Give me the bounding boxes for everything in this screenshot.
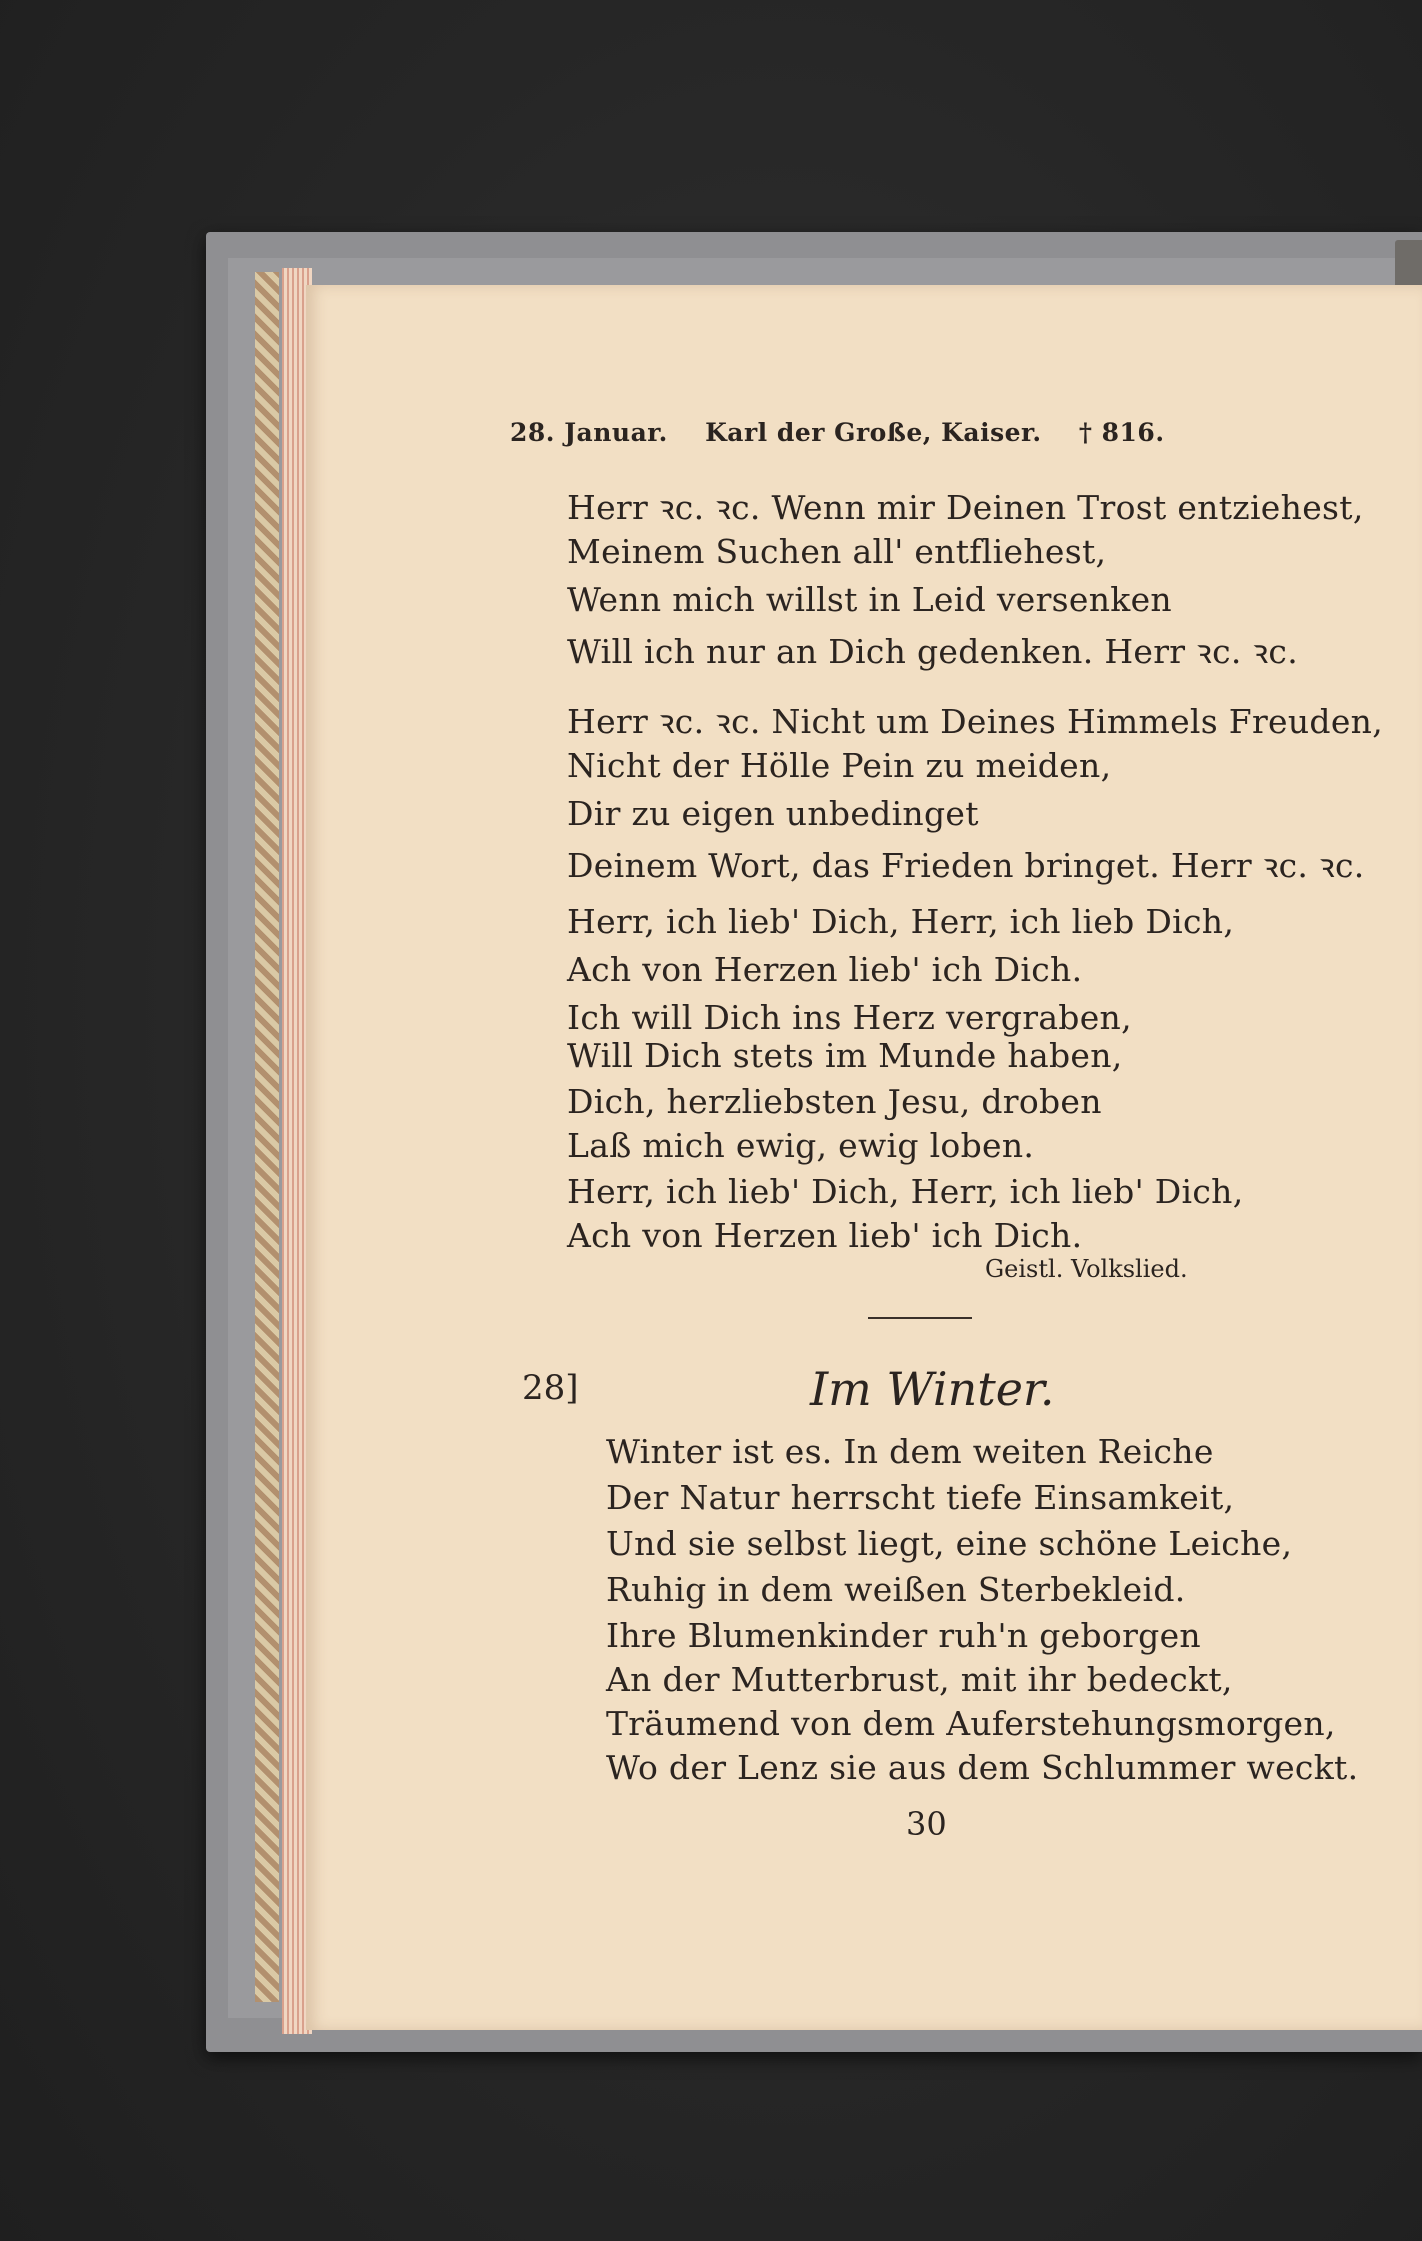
- stanza-1-line-4: Will ich nur an Dich gedenken. Herr ꝛc. ꝛc.: [567, 632, 1298, 671]
- stanza-3-line-6: Laß mich ewig, ewig loben.: [567, 1126, 1035, 1165]
- poem-line-4: Ruhig in dem weißen Sterbekleid.: [606, 1570, 1186, 1609]
- poem-line-6: An der Mutterbrust, mit ihr bedeckt,: [606, 1660, 1233, 1699]
- attribution: Geistl. Volkslied.: [985, 1255, 1188, 1283]
- poem-line-2: Der Natur herrscht tiefe Einsamkeit,: [606, 1478, 1235, 1517]
- stanza-3-line-1: Herr, ich lieb' Dich, Herr, ich lieb Dich,: [567, 902, 1235, 941]
- cover-clasp: [1395, 240, 1422, 290]
- header-death: † 816.: [1078, 418, 1165, 447]
- poem-line-5: Ihre Blumenkinder ruh'n geborgen: [606, 1616, 1201, 1655]
- stanza-1-line-3: Wenn mich willst in Leid versenken: [567, 580, 1172, 619]
- poem-line-3: Und sie selbst liegt, eine schöne Leiche,: [606, 1524, 1293, 1563]
- poem-title: Im Winter.: [810, 1362, 1055, 1416]
- marbled-endpaper: [255, 272, 279, 2002]
- stanza-1-line-2: Meinem Suchen all' entfliehest,: [567, 532, 1107, 571]
- stanza-3-line-8: Ach von Herzen lieb' ich Dich.: [567, 1216, 1083, 1255]
- stanza-3-line-7: Herr, ich lieb' Dich, Herr, ich lieb' Dich,: [567, 1172, 1244, 1211]
- stanza-2-line-3: Dir zu eigen unbedinget: [567, 794, 979, 833]
- page-number: 30: [906, 1805, 947, 1843]
- stanza-3-line-4: Will Dich stets im Munde haben,: [567, 1036, 1123, 1075]
- stanza-2-line-1: Herr ꝛc. ꝛc. Nicht um Deines Himmels Freuden,: [567, 702, 1384, 741]
- stanza-2-line-2: Nicht der Hölle Pein zu meiden,: [567, 746, 1112, 785]
- stanza-3-line-3: Ich will Dich ins Herz vergraben,: [567, 998, 1132, 1037]
- stanza-3-line-2: Ach von Herzen lieb' ich Dich.: [567, 950, 1083, 989]
- poem-number: 28]: [522, 1368, 579, 1408]
- section-divider: [868, 1317, 972, 1319]
- running-header: [510, 418, 1230, 447]
- stanza-1-line-1: Herr ꝛc. ꝛc. Wenn mir Deinen Trost entziehest,: [567, 488, 1364, 527]
- stanza-2-line-4: Deinem Wort, das Frieden bringet. Herr ꝛc. ꝛc.: [567, 846, 1365, 885]
- header-person: Karl der Große, Kaiser.: [705, 418, 1042, 447]
- poem-line-1: Winter ist es. In dem weiten Reiche: [606, 1432, 1214, 1471]
- header-date: 28. Januar.: [510, 418, 668, 447]
- stanza-3-line-5: Dich, herzliebsten Jesu, droben: [567, 1082, 1102, 1121]
- poem-line-8: Wo der Lenz sie aus dem Schlummer weckt.: [606, 1748, 1359, 1787]
- poem-line-7: Träumend von dem Auferstehungsmorgen,: [606, 1704, 1336, 1743]
